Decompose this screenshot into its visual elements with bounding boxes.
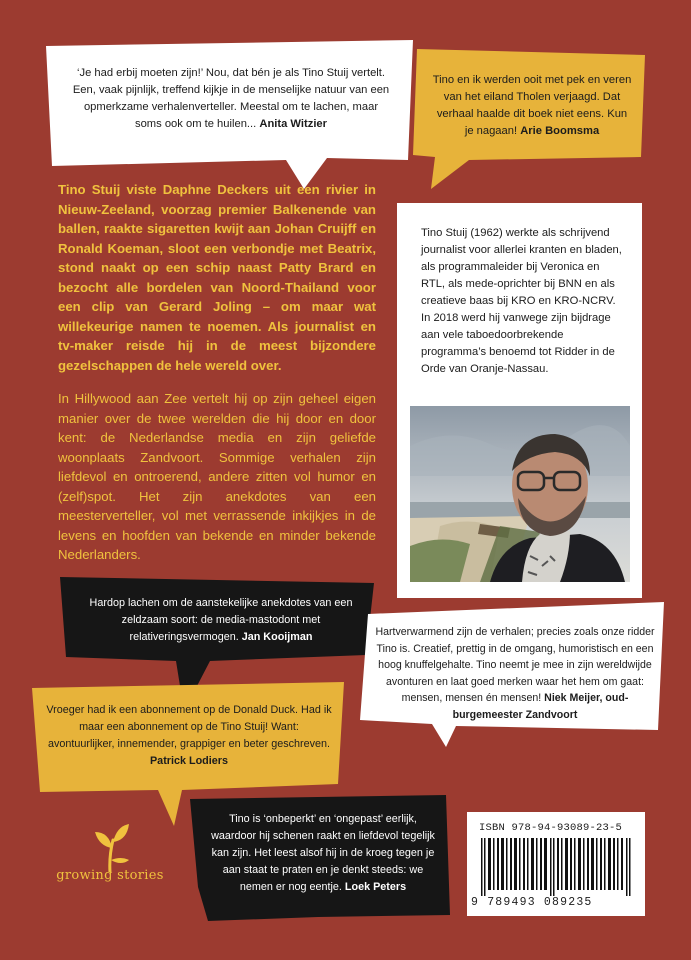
barcode-bars: [481, 838, 631, 896]
barcode-digits: 9 789493 089235: [471, 896, 593, 909]
publisher-logo: [55, 820, 165, 890]
author-bio-box: [397, 203, 642, 598]
quote-bubble-loek-peters: [190, 795, 450, 922]
publisher-name: growing stories: [56, 868, 164, 883]
sprout-icon: [55, 820, 165, 872]
quote-bubble-niek-meijer: [360, 602, 670, 747]
quote-author: Jan Kooijman: [241, 631, 313, 643]
quote-author: Anita Witzier: [259, 118, 328, 130]
quote-text: ‘Je had erbij moeten zijn!’ Nou, dat bén je als Tino Stuij vertelt. Een, vaak pijnlijk, treffend kijkje in de menselijke natuur van een opmerkzame verhalenverteller. Meestal om te lachen, maar soms ook om te huilen... Anita Witzier: [72, 67, 390, 130]
quote-text: Hartverwarmend zijn de verhalen; precies zoals onze ridder Tino is. Creatief, prettig in de omgang, humoristisch en een hoog knuffelgehalte. Tino neemt je mee in zijn wereldwijde avonturen en laat goed merken waar het hem om gaat: mensen, mensen én mensen! Niek Meijer, oud-burgemeester Zandvoort: [375, 626, 655, 721]
quote-text: Hardop lachen om de aanstekelijke anekdotes van een zeldzaam soort: de media-mastodont met relativeringsvermogen. Jan Kooijman: [89, 597, 353, 643]
quote-text: Vroeger had ik een abonnement op de Donald Duck. Had ik maar een abonnement op de Tino Stuij! Want: avontuurlijker, innemender, grappiger en beter geschreven. Patrick Lodiers: [46, 704, 332, 767]
isbn-label: ISBN 978-94-93089-23-5: [479, 822, 623, 834]
quote-author: Niek Meijer, oud-burgemeester Zandvoort: [452, 692, 629, 721]
quote-author: Arie Boomsma: [520, 125, 600, 137]
quote-bubble-anita-witzier: [42, 40, 417, 190]
quote-author: Loek Peters: [344, 881, 407, 893]
quote-author: Patrick Lodiers: [149, 755, 228, 767]
author-bio-text: Tino Stuij (1962) werkte als schrijvend journalist voor allerlei kranten en bladen, als programmaleider bij Veronica en RTL, als mede-oprichter bij BNN en als creatieve baas bij KRO en KRO-NCRV. In 2018 werd hij vanwege zijn bijdrage aan vele taboedoorbrekende programma’s benoemd tot Ridder in de Orde van Oranje-Nassau.: [421, 227, 622, 375]
quote-text: Tino en ik werden ooit met pek en veren van het eiland Tholen verjaagd. Dat verhaal haalde dit boek niet eens. Kun je nagaan! Arie Boomsma: [432, 74, 632, 137]
author-photo: [410, 406, 630, 582]
main-copy-paragraph-2: In Hillywood aan Zee vertelt hij op zijn geheel eigen manier over de twee werelden die hij door en door kent: de Nederlandse media en zijn geliefde woonplaats Zandvoort. Sommige verhalen zijn liefdevol en ontroerend, andere zitten vol humor en (zelf)spot. Het zijn anekdotes van een meesterverteller, vol met verrassende inkijkjes in de levens en hoofden van bekende en minder bekende Nederlanders.: [58, 391, 376, 562]
quote-text: Tino is ‘onbeperkt’ en ‘ongepast’ eerlijk, waardoor hij schenen raakt en liefdevol tegelijk kan zijn. Het leest alsof hij in de kroeg tegen je aan staat te praten en je denkt steeds: we nemen er nog eentje. Loek Peters: [211, 813, 435, 893]
quote-bubble-arie-boomsma: [411, 45, 649, 190]
isbn-barcode: [467, 812, 645, 916]
main-copy-paragraph-1: Tino Stuij viste Daphne Deckers uit een rivier in Nieuw-Zeeland, voorzag premier Balkenende van ballen, raakte sigaretten kwijt aan Johan Cruijff en Ronald Koeman, sloot een verbondje met Beatrix, stond naakt op een schip naast Patty Brard en bezocht alle bordelen van Noord-Thailand voor een clip van Gerard Joling – om maar wat willekeurige namen te noemen. Als journalist en tv-maker reisde hij in de meest bijzondere gezelschappen de hele wereld over.: [58, 182, 376, 373]
